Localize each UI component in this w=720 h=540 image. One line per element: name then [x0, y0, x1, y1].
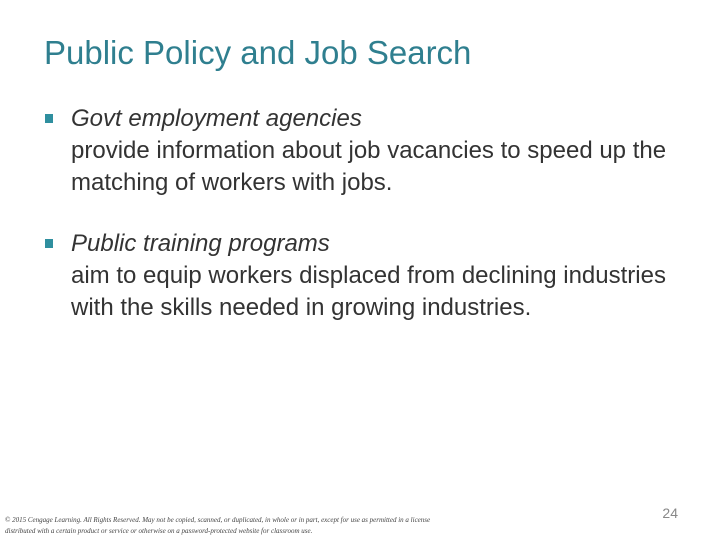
- square-bullet-icon: [45, 239, 53, 248]
- bullet-heading: Public training programs: [71, 230, 330, 257]
- copyright-notice: © 2015 Cengage Learning. All Rights Reserved. May not be copied, scanned, or duplicated, in whole or in part, except for use as permitted in a license distributed with a certain product or service or otherwise on a password-protected website for classroom use.: [5, 516, 431, 535]
- bullet-item-govt-employment-agencies: [44, 103, 694, 199]
- page-number: 24: [662, 505, 678, 521]
- bullet-list: [44, 103, 694, 353]
- slide-title: Public Policy and Job Search: [44, 34, 472, 71]
- bullet-item-public-training-programs: [44, 228, 694, 324]
- bullet-body: aim to equip workers displaced from declining industries with the skills needed in growing industries.: [71, 262, 666, 321]
- bullet-heading: Govt employment agencies: [71, 105, 362, 132]
- bullet-body: provide information about job vacancies to speed up the matching of workers with jobs.: [71, 137, 667, 196]
- square-bullet-icon: [45, 114, 53, 123]
